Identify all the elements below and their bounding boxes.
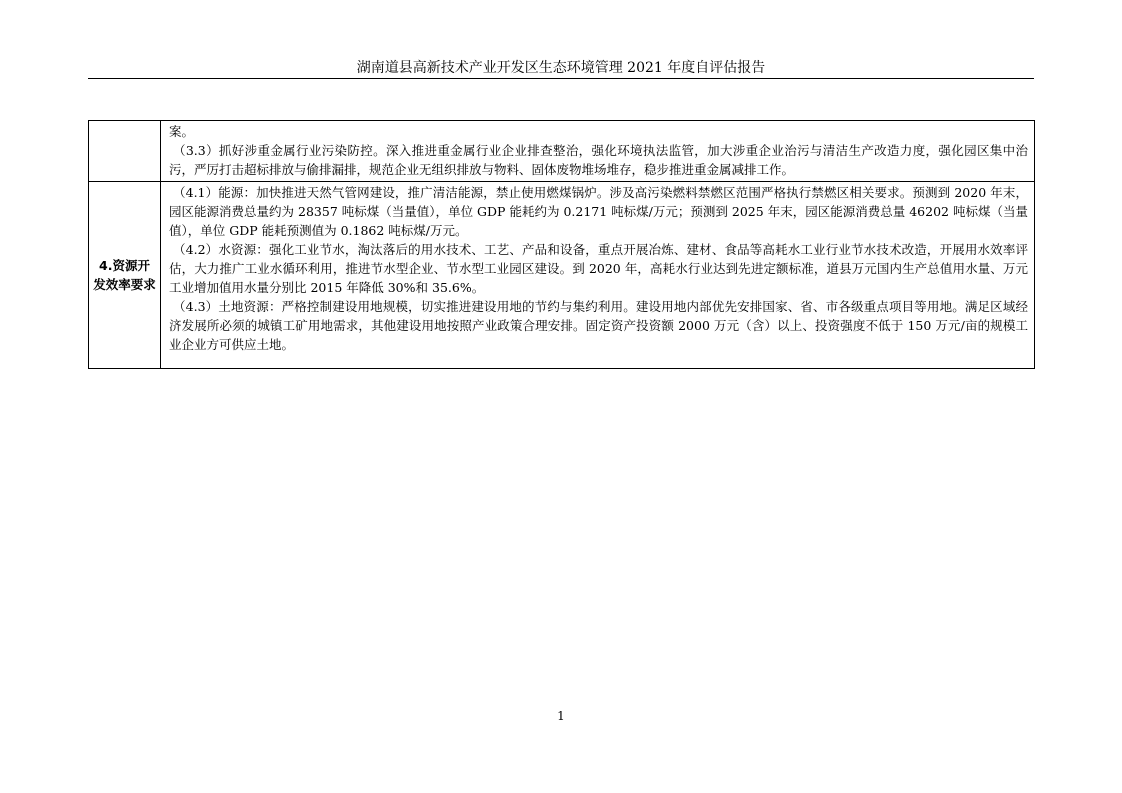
- paragraph-continued: 案。: [169, 124, 195, 139]
- table-row: [89, 121, 1035, 182]
- paragraph-4-1-energy: （4.1）能源：加快推进天然气管网建设，推广清洁能源，禁止使用燃煤锅炉。涉及高污染燃料禁燃区范围严格执行禁燃区相关要求。预测到 2020 年末，园区能源消费总量约为 28357 吨标煤（当量值），单位 GDP 能耗约为 0.2171 吨标煤/万元；预测到 2025 年末，园区能源消费总量 46202 吨标煤（当量值），单位 GDP 能耗预测值为 0.1862 吨标煤/万元。: [169, 185, 1028, 238]
- paragraph-4-2-water: （4.2）水资源：强化工业节水，淘汰落后的用水技术、工艺、产品和设备，重点开展冶炼、建材、食品等高耗水工业行业节水技术改造，开展用水效率评估，大力推广工业水循环利用，推进节水型企业、节水型工业园区建设。到 2020 年，高耗水行业达到先进定额标准，道县万元国内生产总值用水量、万元工业增加值用水量分别比 2015 年降低 30%和 35.6%。: [169, 242, 1028, 295]
- report-header-title: 湖南道县高新技术产业开发区生态环境管理 2021 年度自评估报告: [356, 60, 766, 76]
- row-label-resource-efficiency: 4.资源开发效率要求: [89, 182, 161, 369]
- page-number: 1: [557, 709, 565, 723]
- paragraph-4-3-land: （4.3）土地资源：严格控制建设用地规模，切实推进建设用地的节约与集约利用。建设用地内部优先安排国家、省、市各级重点项目等用地。满足区域经济发展所必须的城镇工矿用地需求，其他建设用地按照产业政策合理安排。固定资产投资额 2000 万元（含）以上、投资强度不低于 150 万元/亩的规模工业企业方可供应土地。: [169, 299, 1028, 352]
- requirements-table: [88, 120, 1035, 369]
- row-label-empty: [89, 121, 161, 182]
- paragraph-3-3: （3.3）抓好涉重金属行业污染防控。深入推进重金属行业企业排查整治，强化环境执法监管，加大涉重企业治污与清洁生产改造力度，强化园区集中治污，严厉打击超标排放与偷排漏排，规范企业无组织排放与物料、固体废物堆场堆存，稳步推进重金属减排工作。: [169, 143, 1028, 177]
- header-rule: [88, 78, 1034, 79]
- table-row: [89, 182, 1035, 369]
- row-content: [161, 121, 1035, 182]
- row-content: [161, 182, 1035, 369]
